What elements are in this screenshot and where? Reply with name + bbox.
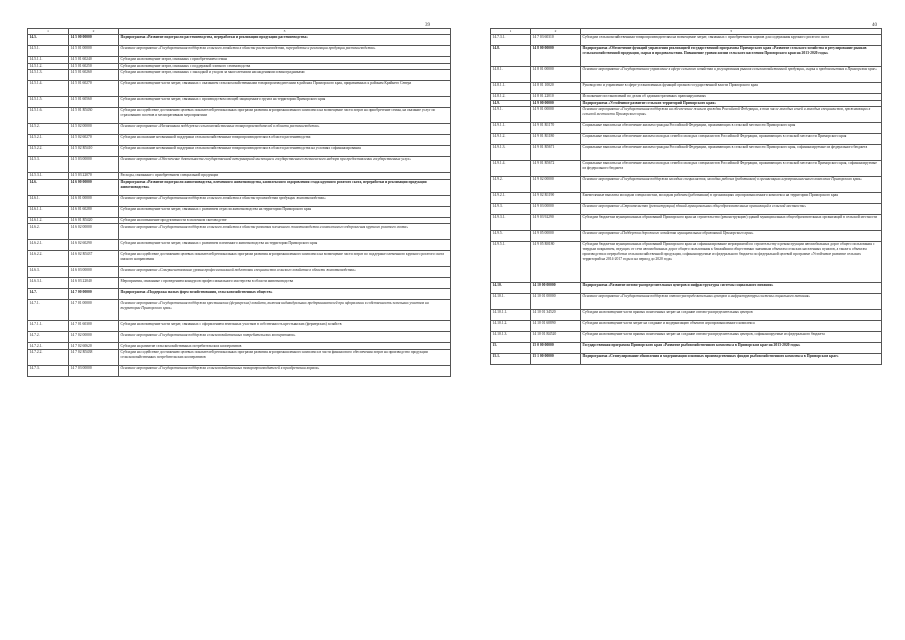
table-row <box>28 124 451 135</box>
code-cell: 14 9 00 00000 <box>531 100 581 107</box>
description-cell: Основное мероприятие «Государственная поддержка сельского хозяйства в области развития племенного животноводства и комплексного оздоровления крупного рогатого скота» <box>119 224 451 240</box>
row-number-cell: 14.5.3. <box>28 157 69 173</box>
row-number-cell: 14.7.3. <box>28 365 69 376</box>
table-row <box>28 70 451 81</box>
code-cell: 14 6 03 22040 <box>69 278 119 289</box>
description-cell: Субсидии сельскохозяйственным товаропроизводителям на возмещение затрат, связанных с приобретением кормов для содержания крупного рогатого скота <box>581 35 882 46</box>
header-cell: 1 <box>491 29 531 35</box>
table-row <box>491 231 882 242</box>
row-number-cell: 14.6.2.2. <box>28 251 69 267</box>
row-number-cell: 14.8.1.1. <box>491 83 531 94</box>
table-row <box>28 321 451 332</box>
code-cell: 14 9 01 R1170 <box>531 123 581 134</box>
code-cell: 14 6 02 R5437 <box>69 251 119 267</box>
page-number: 40 <box>872 23 877 28</box>
description-cell: Основное мероприятие «Государственная поддержка сельскохозяйственных товаропроизводителей в приобретении кормов» <box>119 365 451 376</box>
row-number-cell: 14.9.1. <box>491 107 531 123</box>
code-cell: 14 5 01 60260 <box>69 70 119 81</box>
code-cell: 14 7 00 00000 <box>69 289 119 300</box>
description-cell: Подпрограмма «Обеспечение функций управления реализацией государственной программы Приморского края «Развитие сельского хозяйства и регулирование рынков сельскохозяйственной продукции, сырья и продовольствия. Повышение уровня жизни сельского населения Приморского края на 2013-2020 годы» <box>581 46 882 67</box>
header-cell: 2 <box>69 29 119 35</box>
description-cell: Основное мероприятие «Государственная поддержка на обеспечение жильем граждан Российской Федерации, в том числе молодых семей и молодых специалистов, проживающих в сельской местности Приморского края» <box>581 107 882 123</box>
table-row <box>28 81 451 97</box>
description-cell: Субсидии на оказание несвязанной поддержки сельскохозяйственным товаропроизводителям в области растениеводства на условиях софинансирования <box>119 146 451 157</box>
description-cell: Субсидии на содействие достижению целевых показателей региональных программ развития агропромышленного комплекса на возмещение части затрат на приобретение семян, на оказание услуг по страхованию посевов и мелиоративным мероприятиям <box>119 108 451 124</box>
table-row <box>491 310 882 321</box>
description-cell: Основное мероприятие «Совершенствование уровня профессиональной подготовки специалистов сельского хозяйства в области животноводства» <box>119 267 451 278</box>
description-cell: Основное мероприятие «Государственная поддержка оптово-распределительных центров и инфраструктуры системы социального питания» <box>581 294 882 310</box>
code-cell: 14 7 02 60620 <box>69 343 119 350</box>
description-cell: Субсидии на оказание несвязанной поддержки сельскохозяйственным товаропроизводителям в области растениеводства <box>119 135 451 146</box>
code-cell: 14 7 02 00000 <box>69 332 119 343</box>
row-number-cell: 14.9.3.1. <box>491 215 531 231</box>
code-cell: 14 6 02 60290 <box>69 240 119 251</box>
row-number-cell: 14.7.1.1. <box>28 321 69 332</box>
description-cell: Руководство и управление в сфере установленных функций органов государственной власти Приморского края <box>581 83 882 94</box>
row-number-cell: 14.9.1.2. <box>491 134 531 145</box>
description-cell: Субсидии на возмещение части затрат, связанных с развитием племенного животноводства на территории Приморского края <box>119 240 451 251</box>
code-cell: 14 9 01 00000 <box>531 107 581 123</box>
table-row <box>28 267 451 278</box>
row-number-cell: 14.5.1.3. <box>28 70 69 81</box>
row-number-cell: 14.5.1.2. <box>28 63 69 70</box>
table-row <box>28 332 451 343</box>
description-cell: Социальные выплаты на обеспечение жильем молодых семей и молодых специалистов Российской Федерации, проживающих в сельской местности Приморского края, софинансируемые из федерального бюджета <box>581 161 882 177</box>
description-cell: Субсидии на возмещение части затрат, связанных с оказанием сельскохозяйственными товаропроизводителями в районах Приморского края, приравненных к районам Крайнего Севера <box>119 81 451 97</box>
code-cell: 14 8 01 10020 <box>531 83 581 94</box>
row-number-cell: 14.9.3. <box>491 204 531 215</box>
code-cell: 14 9 05 00000 <box>531 231 581 242</box>
row-number-cell: 14.9.2.1. <box>491 193 531 204</box>
description-cell: Субсидии на возмещение затрат, связанных с закладкой и уходом за многолетними насаждениями и виноградниками <box>119 70 451 81</box>
code-cell: 14 5 02 60270 <box>69 135 119 146</box>
table-row <box>28 63 451 70</box>
header-cell: 3 <box>581 29 882 35</box>
code-cell: 15 1 00 00000 <box>531 354 581 365</box>
description-cell: Субсидии на возмещение части затрат, связанных с оформлением земельных участков в собственность крестьянских (фермерских) хозяйств <box>119 321 451 332</box>
code-cell: 14 5 03 00000 <box>69 157 119 173</box>
code-cell: 14 5 01 60240 <box>69 57 119 64</box>
description-cell: Мероприятия, связанные с проведением конкурсов профессионального мастерства в области животноводства <box>119 278 451 289</box>
table-row <box>28 173 451 180</box>
code-cell: 14 7 02 R5438 <box>69 349 119 365</box>
table-row <box>28 278 451 289</box>
description-cell: Основное мероприятие «Государственное управление в сфере сельского хозяйства и регулирования рынков сельскохозяйственной продукции, сырья и продовольствия в Приморском крае» <box>581 67 882 83</box>
description-cell: Государственная программа Приморского края «Развитие рыбохозяйственного комплекса в Приморском крае на 2013-2020 годы» <box>581 343 882 354</box>
left-table <box>27 28 451 377</box>
description-cell: Субсидии на развитие сельскохозяйственных потребительских кооперативов <box>119 343 451 350</box>
description-cell: Основное мероприятие «Строительство (реконструкция) зданий муниципальных общеобразовательных организаций в сельской местности» <box>581 204 882 215</box>
description-cell: Социальные выплаты на обеспечение жильем граждан Российской Федерации, проживающих в сельской местности Приморского края <box>581 123 882 134</box>
table-row <box>491 35 882 46</box>
description-cell: Подпрограмма «Стимулирование обновления и модернизации основных производственных фондов рыбохозяйственного комплекса в Приморском крае» <box>581 354 882 365</box>
row-number-cell: 14.6.3. <box>28 267 69 278</box>
row-number-cell: 14.9.2. <box>491 177 531 193</box>
code-cell: 14 5 01 60270 <box>69 81 119 97</box>
header-cell: 3 <box>119 29 451 35</box>
row-number-cell: 14.10. <box>491 283 531 294</box>
row-number-cell: 14.8.1.2. <box>491 94 531 101</box>
table-row <box>491 204 882 215</box>
code-cell: 14 9 01 R1180 <box>531 134 581 145</box>
table-row <box>491 343 882 354</box>
code-cell: 14 5 00 00000 <box>69 35 119 46</box>
code-cell: 14 5 01 R5430 <box>69 108 119 124</box>
table-row <box>491 294 882 310</box>
description-cell: Подпрограмма «Устойчивое развитие сельских территорий Приморского края» <box>581 100 882 107</box>
description-cell: Субсидии на возмещение части прямых понесенных затрат на создание оптово-распределительных центров, софинансируемые из федерального бюджета <box>581 332 882 343</box>
table-row <box>28 46 451 57</box>
row-number-cell: 14.5. <box>28 35 69 46</box>
row-number-cell: 14.7.2.2. <box>28 349 69 365</box>
description-cell: Основное мероприятие «Поддержка дорожного хозяйства муниципальных образований Приморского края» <box>581 231 882 242</box>
row-number-cell: 14.5.1.1. <box>28 57 69 64</box>
code-cell: 14 9 02 00000 <box>531 177 581 193</box>
table-row <box>491 67 882 83</box>
table-row <box>491 134 882 145</box>
description-cell: Расходы, связанные с приобретением специальной продукции <box>119 173 451 180</box>
code-cell: 14 7 01 60300 <box>69 321 119 332</box>
table-row <box>491 354 882 365</box>
code-cell: 14 6 02 00000 <box>69 224 119 240</box>
code-cell: 14 9 05 R0180 <box>531 242 581 283</box>
description-cell: Субсидии на возмещение части затрат, связанных с развитием отрасли животноводства на территории Приморского края <box>119 206 451 217</box>
code-cell: 14 6 01 60280 <box>69 206 119 217</box>
code-cell: 14 6 03 00000 <box>69 267 119 278</box>
code-cell: 14 5 01 60250 <box>69 63 119 70</box>
table-row <box>28 251 451 267</box>
table-row <box>28 289 451 300</box>
row-number-cell: 15. <box>491 343 531 354</box>
description-cell: Подпрограмма «Поддержка малых форм хозяйствования, сельскохозяйственных обществ» <box>119 289 451 300</box>
code-cell: 14 9 01 R5672 <box>531 161 581 177</box>
table-row <box>28 206 451 217</box>
code-cell: 14 9 02 R1190 <box>531 193 581 204</box>
table-row <box>28 365 451 376</box>
code-cell: 14 6 01 R5420 <box>69 217 119 224</box>
table-row <box>491 321 882 332</box>
table-row <box>28 157 451 173</box>
row-number-cell: 14.7.3.1. <box>491 35 531 46</box>
left-page <box>27 28 451 377</box>
page-number: 39 <box>425 23 430 28</box>
description-cell: Основное мероприятие «Обеспечение деятельности государственной ветеринарной инспекции и государственного технического надзора при предоставлении государственных услуг» <box>119 157 451 173</box>
description-cell: Субсидии на возмещение части прямых понесенных затрат на создание оптово-распределительных центров <box>581 310 882 321</box>
code-cell: 14 5 01 00000 <box>69 46 119 57</box>
code-cell: 14 8 00 00000 <box>531 46 581 67</box>
row-number-cell: 14.6.3.1. <box>28 278 69 289</box>
table-row <box>28 195 451 206</box>
table-row <box>491 215 882 231</box>
description-cell: Основное мероприятие «Государственная поддержка сельскохозяйственных потребительских кооперативов» <box>119 332 451 343</box>
table-row <box>491 100 882 107</box>
description-cell: Подпрограмма «Развитие подотрасли животноводства, племенного животноводства, комплексного оздоровления стада крупного рогатого скота, переработки и реализации продукции животноводства» <box>119 179 451 195</box>
table-row <box>491 46 882 67</box>
row-number-cell: 14.7. <box>28 289 69 300</box>
row-number-cell: 14.6.2.1. <box>28 240 69 251</box>
table-row <box>28 135 451 146</box>
description-cell: Ежемесячные выплаты молодым специалистам, молодым рабочим (работникам) в организациях агропромышленного комплекса на территории Приморского края <box>581 193 882 204</box>
code-cell: 14 8 01 22010 <box>531 94 581 101</box>
table-row <box>28 349 451 365</box>
row-number-cell: 15.1. <box>491 354 531 365</box>
row-number-cell: 14.9.1.3. <box>491 145 531 161</box>
table-row <box>28 224 451 240</box>
code-cell: 14 10 01 R4520 <box>531 332 581 343</box>
table-row <box>491 107 882 123</box>
row-number-cell: 14.5.2.1. <box>28 135 69 146</box>
right-page <box>490 28 882 365</box>
table-row <box>28 179 451 195</box>
description-cell: Подпрограмма «Развитие оптово-распределительных центров и инфраструктуры системы социального питания» <box>581 283 882 294</box>
description-cell: Основное мероприятие «Государственная поддержка сельского хозяйства в области производства продукции животноводства» <box>119 195 451 206</box>
row-number-cell: 14.7.1. <box>28 300 69 321</box>
code-cell: 14 7 01 00000 <box>69 300 119 321</box>
row-number-cell: 14.6.2. <box>28 224 69 240</box>
row-number-cell: 14.7.2. <box>28 332 69 343</box>
row-number-cell: 14.9.1.1. <box>491 123 531 134</box>
table-row <box>491 123 882 134</box>
table-row <box>491 161 882 177</box>
row-number-cell: 14.5.1.5. <box>28 97 69 108</box>
table-row <box>491 242 882 283</box>
description-cell: Субсидии бюджетам муниципальных образований Приморского края на строительство (реконструкцию) зданий муниципальных общеобразовательных организаций в сельской местности <box>581 215 882 231</box>
row-number-cell: 14.5.1.4. <box>28 81 69 97</box>
description-cell: Субсидии на возмещение части затрат на создание и модернизацию объектов агропромышленного комплекса <box>581 321 882 332</box>
description-cell: Субсидии на содействие достижению целевых показателей региональных программ развития агропромышленного комплекса в части финансового обеспечения затрат на производство продукции сельскохозяйственных потребительских кооперативов <box>119 349 451 365</box>
description-cell: Субсидии на возмещение затрат, связанных с поддержкой элитного семеноводства <box>119 63 451 70</box>
code-cell: 14 10 00 00000 <box>531 283 581 294</box>
row-number-cell: 14.7.2.1. <box>28 343 69 350</box>
table-row <box>491 83 882 94</box>
description-cell: Исполнение постановлений по делам об административных правонарушениях <box>581 94 882 101</box>
description-cell: Социальные выплаты на обеспечение жильем молодых семей и молодых специалистов Российской Федерации, проживающих в сельской местности Приморского края <box>581 134 882 145</box>
code-cell: 14 9 03 00000 <box>531 204 581 215</box>
row-number-cell: 14.10.1.3. <box>491 332 531 343</box>
description-cell: Основное мероприятие «Государственная поддержка крестьянских (фермерских) хозяйств, включая индивидуальных предпринимателей при оформлении в собственность земельных участков на территории Приморского края» <box>119 300 451 321</box>
row-number-cell: 14.9.1.4. <box>491 161 531 177</box>
table-row <box>28 240 451 251</box>
row-number-cell: 14.5.1. <box>28 46 69 57</box>
row-number-cell: 14.10.1. <box>491 294 531 310</box>
table-row <box>491 193 882 204</box>
code-cell: 14 7 03 60310 <box>531 35 581 46</box>
table-row <box>28 343 451 350</box>
row-number-cell: 14.6.1.1. <box>28 206 69 217</box>
code-cell: 14 7 03 00000 <box>69 365 119 376</box>
row-number-cell: 14.9.5.1. <box>491 242 531 283</box>
code-cell: 14 6 00 00000 <box>69 179 119 195</box>
description-cell: Социальные выплаты на обеспечение жильем граждан Российской Федерации, проживающих в сельской местности Приморского края, софинансируемые из федерального бюджета <box>581 145 882 161</box>
row-number-cell: 14.8.1. <box>491 67 531 83</box>
table-row <box>28 108 451 124</box>
code-cell: 14 9 01 R5671 <box>531 145 581 161</box>
description-cell: Основное мероприятие «Государственная поддержка сельского хозяйства в области растениеводства, переработки и реализации продукции растениеводства» <box>119 46 451 57</box>
table-row <box>28 97 451 108</box>
header-cell: 1 <box>28 29 69 35</box>
header-cell: 2 <box>531 29 581 35</box>
row-number-cell: 14.8. <box>491 46 531 67</box>
code-cell: 14 10 01 00000 <box>531 294 581 310</box>
table-row <box>28 300 451 321</box>
row-number-cell: 14.5.1.6. <box>28 108 69 124</box>
description-cell: Субсидии на содействие достижению целевых показателей региональных программ развития агропромышленного комплекса на возмещение части затрат по поддержке племенного крупного рогатого скота мясного направления <box>119 251 451 267</box>
code-cell: 14 10 01 60890 <box>531 321 581 332</box>
right-table <box>490 28 882 365</box>
code-cell: 14 5 01 60560 <box>69 97 119 108</box>
row-number-cell: 14.6. <box>28 179 69 195</box>
description-cell: Основное мероприятие «Несвязанная поддержка сельскохозяйственных товаропроизводителей в области растениеводства» <box>119 124 451 135</box>
table-row <box>28 146 451 157</box>
row-number-cell: 14.9.5. <box>491 231 531 242</box>
code-cell: 14 5 03 22070 <box>69 173 119 180</box>
table-row <box>491 145 882 161</box>
description-cell: Субсидии на возмещение затрат, связанных с приобретением семян <box>119 57 451 64</box>
row-number-cell: 14.5.2. <box>28 124 69 135</box>
description-cell: Основное мероприятие «Государственная поддержка молодых специалистов, молодых рабочих (работников) в организациях агропромышленного комплекса Приморского края» <box>581 177 882 193</box>
description-cell: Субсидии на возмещение части затрат, связанных с производством овощей защищенного грунта на территории Приморского края <box>119 97 451 108</box>
table-row <box>491 94 882 101</box>
row-number-cell: 14.9. <box>491 100 531 107</box>
row-number-cell: 14.5.3.1. <box>28 173 69 180</box>
code-cell: 15 0 00 00000 <box>531 343 581 354</box>
row-number-cell: 14.10.1.2. <box>491 321 531 332</box>
row-number-cell: 14.6.1.2. <box>28 217 69 224</box>
code-cell: 14 5 02 R5410 <box>69 146 119 157</box>
table-row <box>491 177 882 193</box>
row-number-cell: 14.10.1.1. <box>491 310 531 321</box>
description-cell: Подпрограмма «Развитие подотрасли растениеводства, переработки и реализации продукции растениеводства» <box>119 35 451 46</box>
code-cell: 14 9 03 92290 <box>531 215 581 231</box>
table-row <box>28 217 451 224</box>
description-cell: Субсидии бюджетам муниципальных образований Приморского края на софинансирование мероприятий по строительству и реконструкции автомобильных дорог общего пользования с твердым покрытием, ведущих от сети автомобильных дорог общего пользования к ближайшим общественно значимым объектам сельских населенных пунктов, а также к объектам производства и переработки сельскохозяйственной продукции, софинансируемые из федерального бюджета по федеральной целевой программе «Устойчивое развитие сельских территорий на 2014-2017 годы и на период до 2020 года» <box>581 242 882 283</box>
table-row <box>28 57 451 64</box>
row-number-cell: 14.6.1. <box>28 195 69 206</box>
row-number-cell: 14.5.2.2. <box>28 146 69 157</box>
code-cell: 14 6 01 00000 <box>69 195 119 206</box>
code-cell: 14 8 01 00000 <box>531 67 581 83</box>
code-cell: 14 5 02 00000 <box>69 124 119 135</box>
description-cell: Субсидии на повышение продуктивности в молочном скотоводстве <box>119 217 451 224</box>
code-cell: 14 10 01 34520 <box>531 310 581 321</box>
table-row <box>491 283 882 294</box>
table-row <box>491 332 882 343</box>
table-row <box>28 35 451 46</box>
